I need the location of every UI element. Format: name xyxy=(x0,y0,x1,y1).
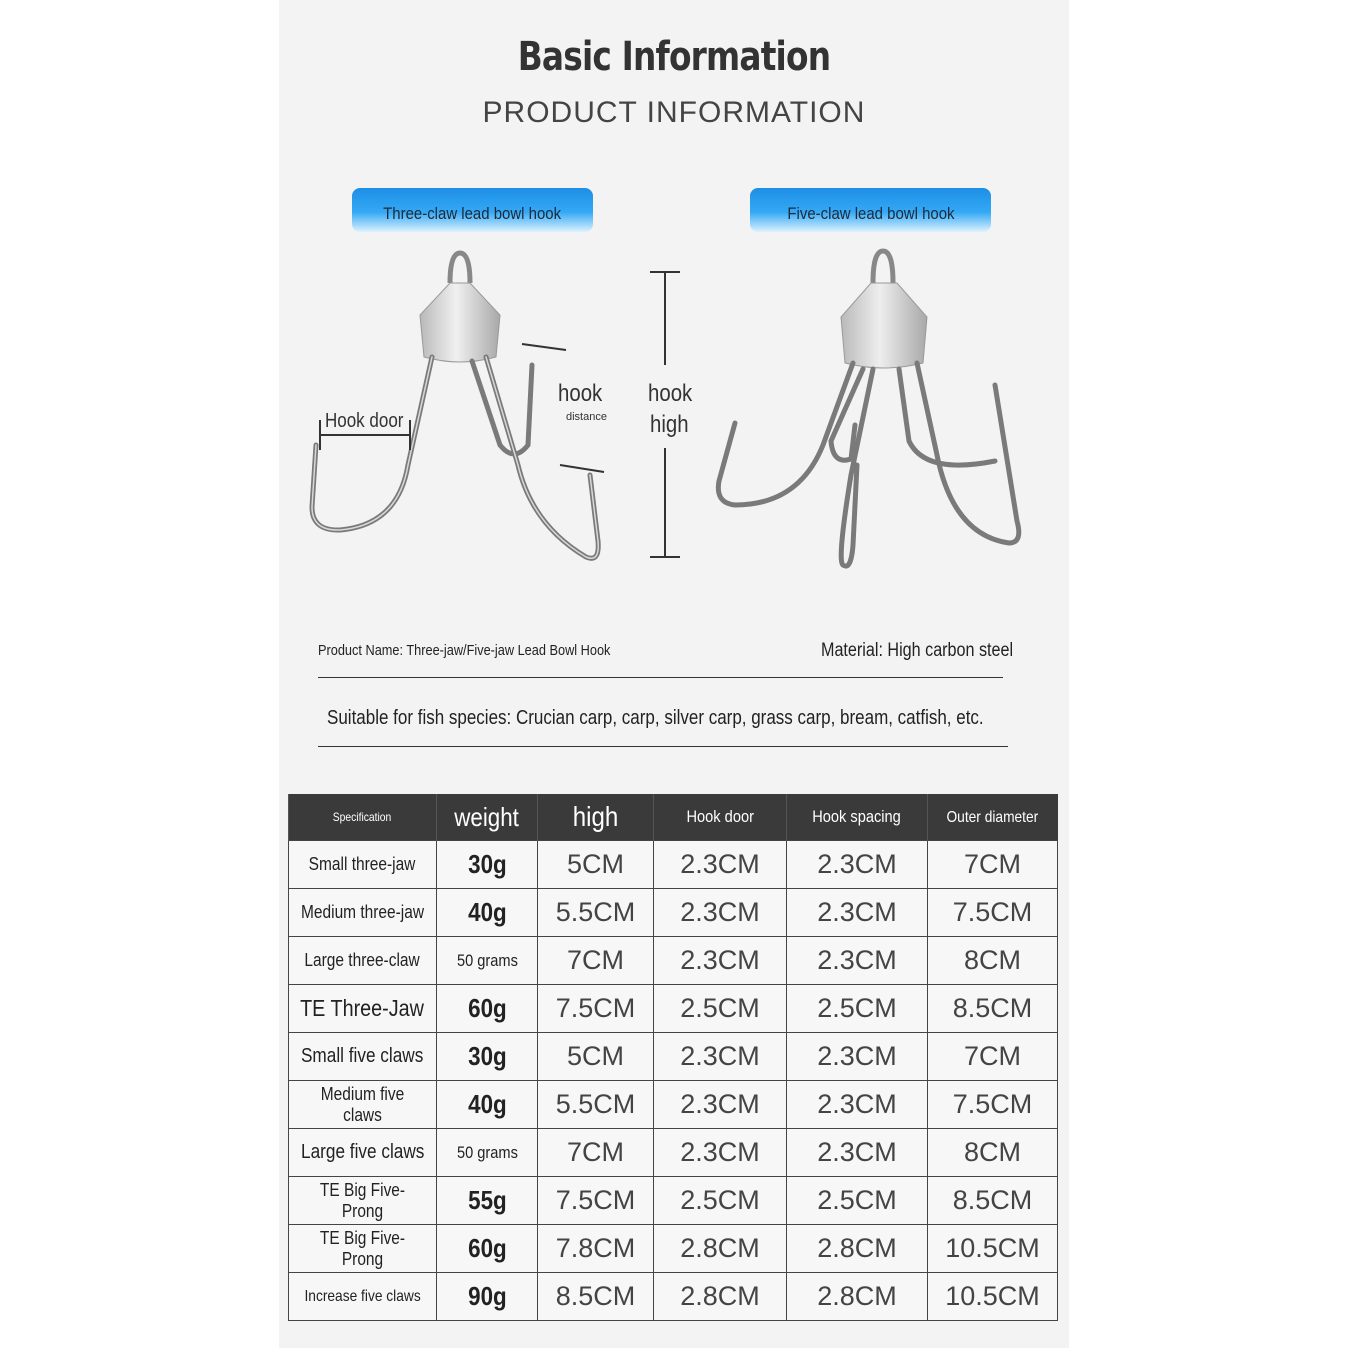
header-hook-spacing: Hook spacing xyxy=(787,794,928,841)
hook-distance-sublabel: distance xyxy=(566,411,607,423)
fish-species: Suitable for fish species: Crucian carp, carp, silver carp, grass carp, bream, catfish, etc. xyxy=(327,707,984,729)
hook-spacing-cell: 2.3CM xyxy=(787,889,928,937)
weight-cell: 60g xyxy=(437,985,538,1033)
hook-door-cell: 2.3CM xyxy=(654,889,787,937)
outer-diameter-cell: 7CM xyxy=(928,1033,1058,1081)
header-hook-door: Hook door xyxy=(654,794,787,841)
hook-high-label-1: hook xyxy=(648,380,693,407)
table-row xyxy=(289,1177,1058,1225)
high-cell: 7.5CM xyxy=(538,985,654,1033)
high-cell: 5CM xyxy=(538,841,654,889)
weight-cell: 30g xyxy=(437,841,538,889)
table-row xyxy=(289,985,1058,1033)
five-claw-hook-image xyxy=(705,245,1035,575)
table-header-row xyxy=(289,794,1058,841)
outer-diameter-cell: 10.5CM xyxy=(928,1273,1058,1321)
high-cell: 7.5CM xyxy=(538,1177,654,1225)
hook-door-cell: 2.8CM xyxy=(654,1273,787,1321)
weight-cell: 40g xyxy=(437,889,538,937)
hook-spacing-cell: 2.3CM xyxy=(787,1033,928,1081)
header-weight: weight xyxy=(437,794,538,841)
spec-cell: Large five claws xyxy=(289,1129,437,1177)
hook-door-cell: 2.3CM xyxy=(654,841,787,889)
table-row xyxy=(289,937,1058,985)
hook-door-label: Hook door xyxy=(325,410,404,432)
hook-spacing-cell: 2.3CM xyxy=(787,841,928,889)
outer-diameter-cell: 8.5CM xyxy=(928,985,1058,1033)
spec-cell: Medium five claws xyxy=(289,1081,437,1129)
weight-cell: 60g xyxy=(437,1225,538,1273)
high-cell: 7CM xyxy=(538,937,654,985)
table-row xyxy=(289,1033,1058,1081)
outer-diameter-cell: 8.5CM xyxy=(928,1177,1058,1225)
spec-cell: Large three-claw xyxy=(289,937,437,985)
hook-door-cell: 2.3CM xyxy=(654,1033,787,1081)
hook-spacing-cell: 2.3CM xyxy=(787,1081,928,1129)
five-claw-label: Five-claw lead bowl hook xyxy=(750,188,991,232)
high-cell: 7.8CM xyxy=(538,1225,654,1273)
hook-door-cell: 2.3CM xyxy=(654,1081,787,1129)
spec-cell: Increase five claws xyxy=(289,1273,437,1321)
table-row xyxy=(289,889,1058,937)
outer-diameter-cell: 7.5CM xyxy=(928,889,1058,937)
outer-diameter-cell: 8CM xyxy=(928,937,1058,985)
hook-high-label-2: high xyxy=(650,411,689,438)
high-cell: 5.5CM xyxy=(538,1081,654,1129)
hook-spacing-cell: 2.5CM xyxy=(787,1177,928,1225)
weight-cell: 40g xyxy=(437,1081,538,1129)
hook-door-cell: 2.5CM xyxy=(654,1177,787,1225)
hook-door-cell: 2.3CM xyxy=(654,1129,787,1177)
spec-cell: Small three-jaw xyxy=(289,841,437,889)
spec-cell: Medium three-jaw xyxy=(289,889,437,937)
spec-cell: TE Big Five-Prong xyxy=(289,1177,437,1225)
outer-diameter-cell: 7CM xyxy=(928,841,1058,889)
header-outer-diameter: Outer diameter xyxy=(928,794,1058,841)
high-cell: 5CM xyxy=(538,1033,654,1081)
material: Material: High carbon steel xyxy=(821,640,1014,661)
high-cell: 7CM xyxy=(538,1129,654,1177)
table-row xyxy=(289,1081,1058,1129)
hook-spacing-cell: 2.3CM xyxy=(787,937,928,985)
page-title: Basic Information xyxy=(517,34,831,80)
table-row xyxy=(289,841,1058,889)
weight-cell: 30g xyxy=(437,1033,538,1081)
divider-1 xyxy=(318,677,1003,678)
hook-door-cell: 2.3CM xyxy=(654,937,787,985)
weight-cell: 55g xyxy=(437,1177,538,1225)
spec-cell: TE Three-Jaw xyxy=(289,985,437,1033)
high-cell: 8.5CM xyxy=(538,1273,654,1321)
header-high: high xyxy=(538,794,654,841)
weight-cell: 90g xyxy=(437,1273,538,1321)
spec-cell: TE Big Five-Prong xyxy=(289,1225,437,1273)
outer-diameter-cell: 8CM xyxy=(928,1129,1058,1177)
hook-distance-label: hook xyxy=(558,380,603,407)
three-claw-label: Three-claw lead bowl hook xyxy=(352,188,593,232)
header-specification: Specification xyxy=(289,794,437,841)
hook-door-cell: 2.5CM xyxy=(654,985,787,1033)
page-subtitle: PRODUCT INFORMATION xyxy=(482,96,866,129)
high-cell: 5.5CM xyxy=(538,889,654,937)
divider-2 xyxy=(318,746,1008,747)
product-name: Product Name: Three-jaw/Five-jaw Lead Bowl Hook xyxy=(318,642,611,659)
hook-spacing-cell: 2.8CM xyxy=(787,1273,928,1321)
table-row xyxy=(289,1225,1058,1273)
hook-spacing-cell: 2.8CM xyxy=(787,1225,928,1273)
spec-table xyxy=(288,794,1058,1321)
outer-diameter-cell: 10.5CM xyxy=(928,1225,1058,1273)
table-row xyxy=(289,1129,1058,1177)
outer-diameter-cell: 7.5CM xyxy=(928,1081,1058,1129)
weight-cell: 50 grams xyxy=(437,1129,538,1177)
hook-spacing-cell: 2.5CM xyxy=(787,985,928,1033)
hook-spacing-cell: 2.3CM xyxy=(787,1129,928,1177)
spec-cell: Small five claws xyxy=(289,1033,437,1081)
table-row xyxy=(289,1273,1058,1321)
hook-door-cell: 2.8CM xyxy=(654,1225,787,1273)
weight-cell: 50 grams xyxy=(437,937,538,985)
